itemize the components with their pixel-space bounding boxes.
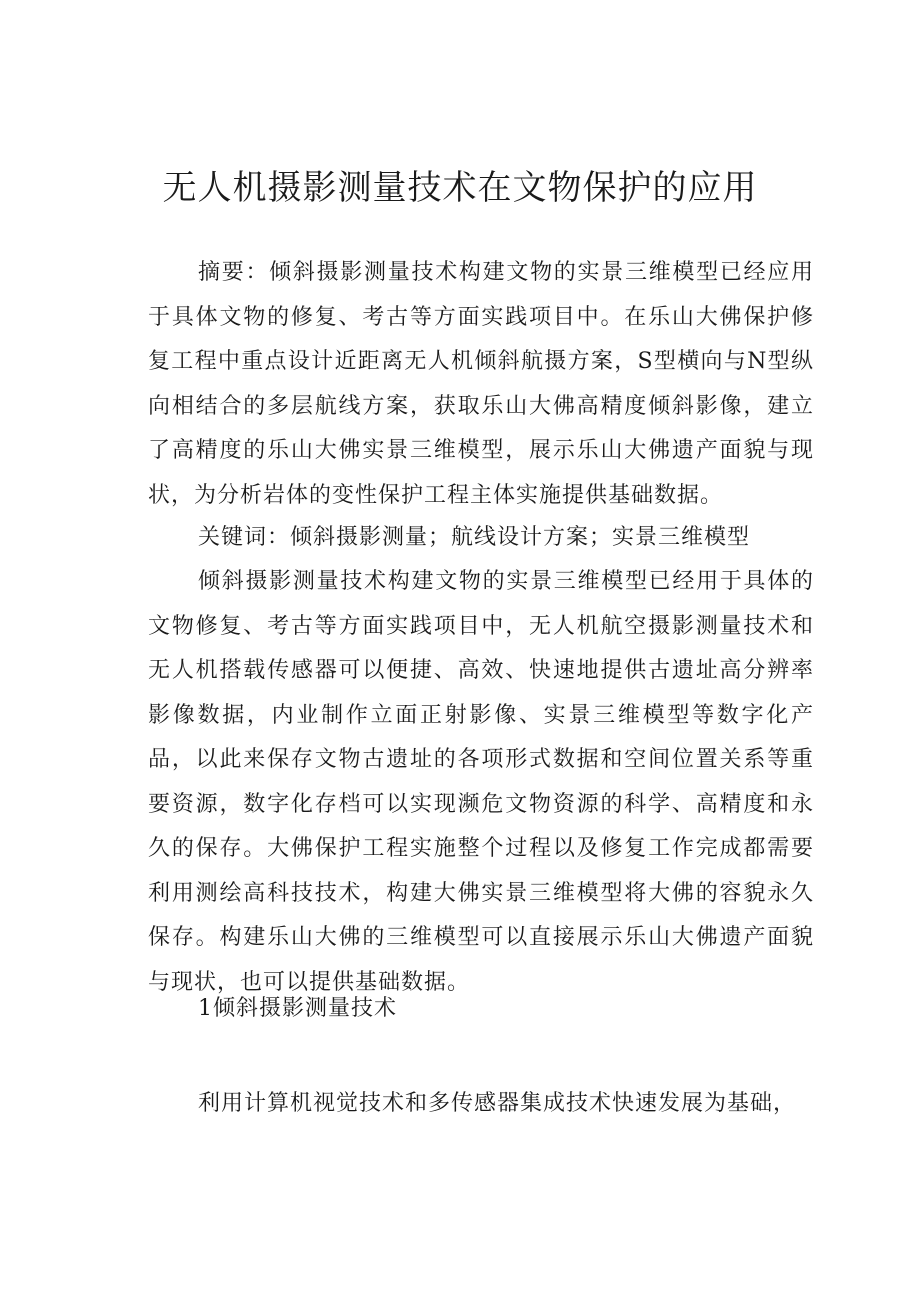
document-title: 无人机摄影测量技术在文物保护的应用 — [162, 168, 758, 208]
keywords-line: 关键词：倾斜摄影测量；航线设计方案；实景三维模型 — [198, 525, 751, 550]
body-paragraph: 利用计算机视觉技术和多传感器集成技术快速发展为基础， — [198, 1091, 797, 1116]
abstract-paragraph: 摘要：倾斜摄影测量技术构建文物的实景三维模型已经应用于具体文物的修复、考古等方面实践项目中。在乐山大佛保护修复工程中重点设计近距离无人机倾斜航摄方案，S型横向与N型纵向相结合的多层航线方案，获取乐山大佛高精度倾斜影像，建立了高精度的乐山大佛实景三维模型，展示乐山大佛遗产面貌与现状，为分析岩体的变性保护工程主体实施提供基础数据。 — [148, 260, 814, 508]
body-paragraph: 倾斜摄影测量技术构建文物的实景三维模型已经用于具体的文物修复、考古等方面实践项目中，无人机航空摄影测量技术和无人机搭载传感器可以便捷、高效、快速地提供古遗址高分辨率影像数据，内业制作立面正射影像、实景三维模型等数字化产品，以此来保存文物古遗址的各项形式数据和空间位置关系等重要资源，数字化存档可以实现濒危文物资源的科学、高精度和永久的保存。大佛保护工程实施整个过程以及修复工作完成都需要利用测绘高科技技术，构建大佛实景三维模型将大佛的容貌永久保存。构建乐山大佛的三维模型可以直接展示乐山大佛遗产面貌与现状，也可以提供基础数据。 — [148, 569, 814, 995]
section-heading: 1倾斜摄影测量技术 — [198, 996, 397, 1021]
